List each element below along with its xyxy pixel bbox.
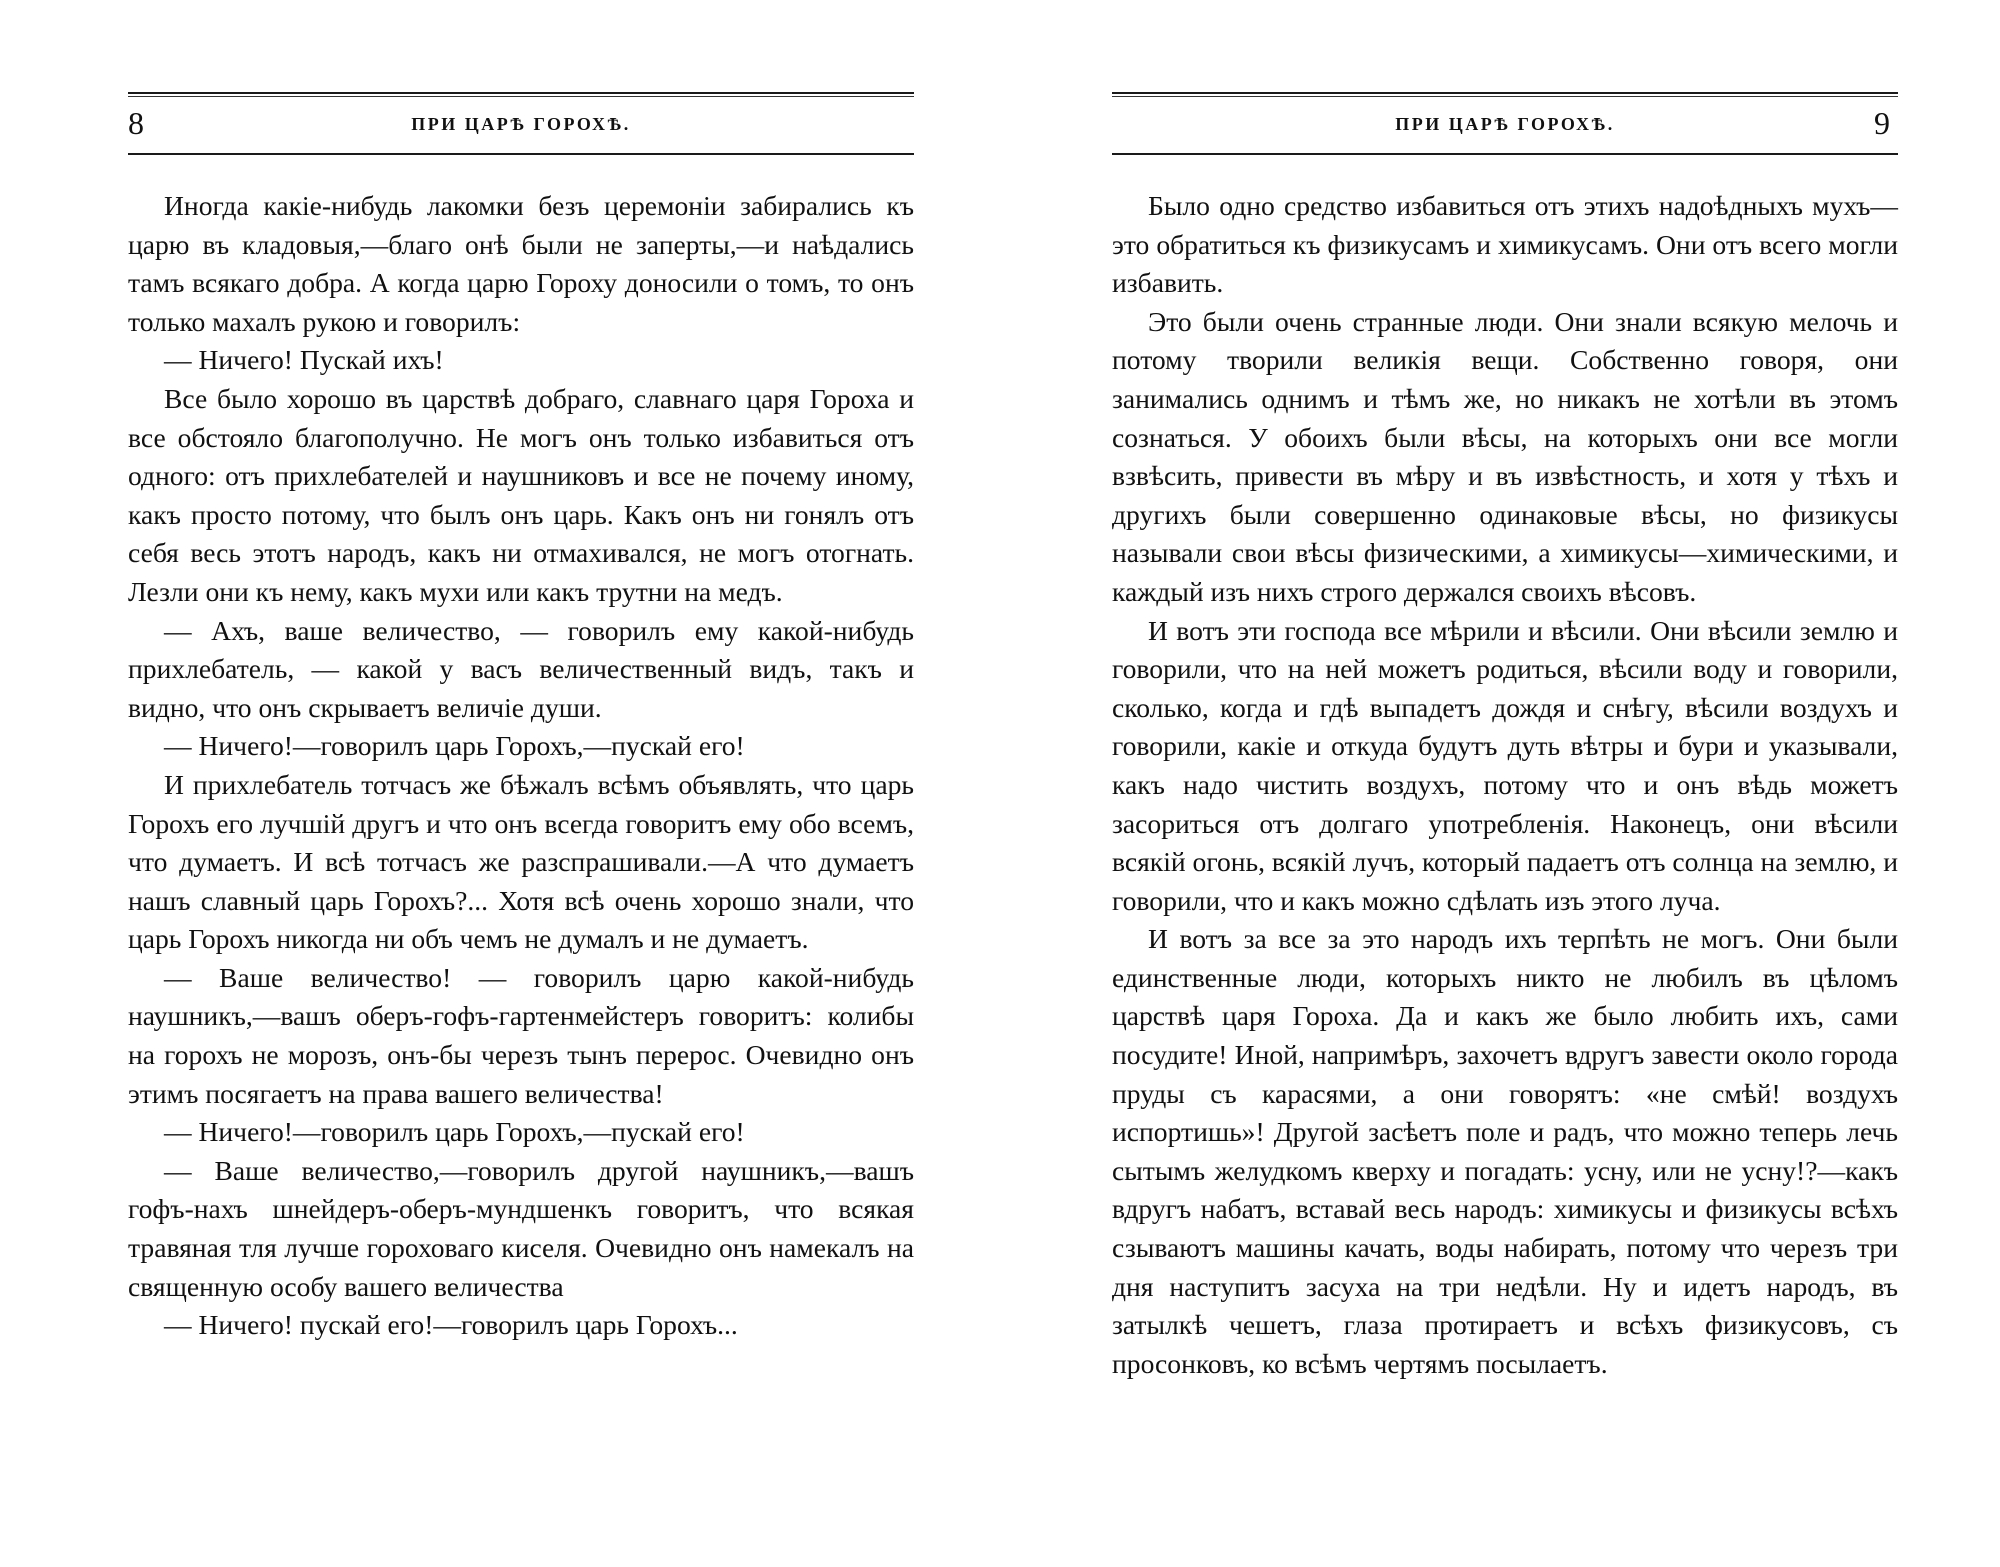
paragraph: — Ничего!—говорилъ царь Горохъ,—пускай его! (164, 730, 745, 762)
top-rule-thin (128, 96, 914, 97)
paragraph: Это были очень странные люди. Они знали всякую мелочь и потому творили великія вещи. Собственно говоря, они занимались однимъ и тѣмъ же, но никакъ не хотѣли въ этомъ сознаться. У обоихъ были вѣсы, на которыхъ они все могли взвѣсить, привести въ мѣру и въ извѣстность, и хотя у тѣхъ и другихъ были совершенно одинаковые вѣсы, но физикусы называли свои вѣсы физическими, а химикусы—химическими, и каждый изъ нихъ строго держался своихъ вѣсовъ. (1112, 305, 1898, 607)
paragraph: Иногда какіе-нибудь лакомки безъ церемоніи забирались къ царю въ кладовыя,—благо онѣ были не заперты,—и наѣдались тамъ всякаго добра. А когда царю Гороху доносили о томъ, то онъ только махалъ рукою и говорилъ: (128, 190, 914, 337)
paragraph: И вотъ эти господа все мѣрили и вѣсили. Они вѣсили землю и говорили, что на ней можетъ родиться, вѣсили воду и говорили, сколько, когда и гдѣ выпадетъ дождя и снѣгу, вѣсили воздухъ и говорили, какіе и откуда будутъ дуть вѣтры и бури и указывали, какъ надо чистить воздухъ, потому что и онъ вѣдь можетъ засориться отъ долгаго употребленія. Наконецъ, они вѣсили всякій огонь, всякій лучъ, который падаетъ отъ солнца на землю, и говорили, что и какъ можно сдѣлать изъ этого луча. (1112, 614, 1898, 916)
body-text (128, 187, 914, 1345)
top-rule-thin (1112, 96, 1898, 97)
paragraph: И вотъ за все за это народъ ихъ терпѣть не могъ. Они были единственные люди, которыхъ никто не любилъ въ цѣломъ царствѣ царя Гороха. Да и какъ же было любить ихъ, сами посудите! Иной, напримѣръ, захочетъ вдругъ завести около города пруды съ карасями, а они говорятъ: «не смѣй! воздухъ испортишь»! Другой засѣетъ поле и радъ, что можно теперь лечь сытымъ желудкомъ кверху и погадать: усну, или не усну!?—какъ вдругъ набатъ, вставай весь народъ: химикусы и физикусы всѣхъ сзываютъ машины качать, воды набирать, потому что черезъ три дня наступитъ засуха на три недѣли. Ну и идетъ народъ, въ затылкѣ чешетъ, глаза протираетъ и всѣхъ физикусовъ, съ просонковъ, ко всѣмъ чертямъ посылаетъ. (1112, 923, 1898, 1379)
page-number: 9 (1874, 105, 1890, 141)
running-head: ПРИ ЦАРѢ ГОРОХѢ. (411, 114, 631, 134)
paragraph: — Ничего! пускай его!—говорилъ царь Горохъ... (164, 1309, 738, 1341)
page-number: 8 (128, 105, 144, 141)
header-rule (1112, 153, 1898, 155)
paragraph: — Ничего! Пускай ихъ! (164, 344, 444, 376)
top-rule (1112, 92, 1898, 94)
paragraph: И прихлебатель тотчасъ же бѣжалъ всѣмъ объявлять, что царь Горохъ его лучшій другъ и что онъ всегда говоритъ ему обо всемъ, что думаетъ. И всѣ тотчасъ же разспрашивали.—А что думаетъ нашъ славный царь Горохъ?... Хотя всѣ очень хорошо знали, что царь Горохъ никогда ни объ чемъ не думалъ и не думаетъ. (128, 768, 914, 955)
body-text (1112, 187, 1898, 1383)
page-header (1112, 103, 1898, 147)
left-page (128, 92, 914, 1345)
paragraph: — Ничего!—говорилъ царь Горохъ,—пускай его! (164, 1116, 745, 1148)
paragraph: Все было хорошо въ царствѣ добраго, славнаго царя Гороха и все обстояло благополучно. Не могъ онъ только избавиться отъ одного: отъ прихлебателей и наушниковъ и все не почему иному, какъ просто потому, что былъ онъ царь. Какъ онъ ни гонялъ отъ себя весь этотъ народъ, какъ ни отмахивался, не могъ отогнать. Лезли они къ нему, какъ мухи или какъ трутни на медъ. (128, 382, 914, 607)
running-head: ПРИ ЦАРѢ ГОРОХѢ. (1395, 114, 1615, 134)
header-rule (128, 153, 914, 155)
paragraph: Было одно средство избавиться отъ этихъ надоѣдныхъ мухъ—это обратиться къ физикусамъ и химикусамъ. Они отъ всего могли избавить. (1112, 190, 1898, 299)
paragraph: — Ваше величество,—говорилъ другой наушникъ,—вашъ гофъ-нахъ шнейдеръ-оберъ-мундшенкъ говоритъ, что всякая травяная тля лучше гороховаго киселя. Очевидно онъ намекалъ на священную особу вашего величества (128, 1154, 914, 1302)
top-rule (128, 92, 914, 94)
paragraph: — Ахъ, ваше величество, — говорилъ ему какой-нибудь прихлебатель, — какой у васъ величественный видъ, такъ и видно, что онъ скрываетъ величіе души. (128, 614, 914, 723)
paragraph: — Ваше величество! — говорилъ царю какой-нибудь наушникъ,—вашъ оберъ-гофъ-гартенмейстеръ говоритъ: колибы на горохъ не морозъ, онъ-бы черезъ тынъ перерос. Очевидно онъ этимъ посягаетъ на права вашего величества! (128, 961, 914, 1109)
right-page (1112, 92, 1898, 1383)
page-header (128, 103, 914, 147)
